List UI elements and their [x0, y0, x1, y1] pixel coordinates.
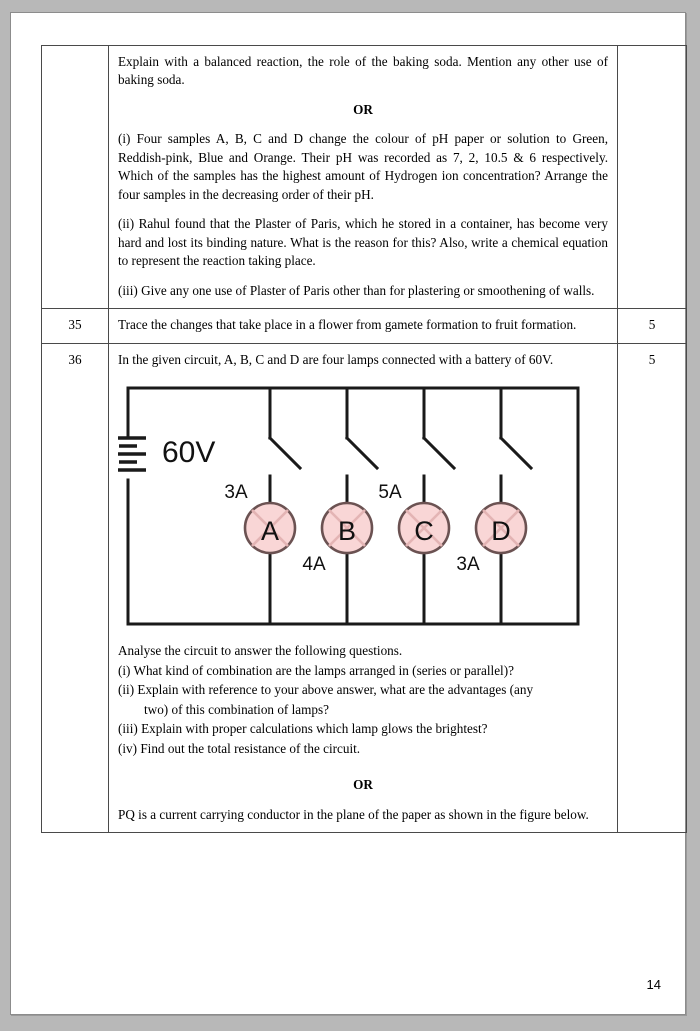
lamp-d-label: D — [491, 516, 511, 547]
paragraph-part-iii: (iii) Give any one use of Plaster of Paris other than for plastering or smoothening of walls. — [118, 282, 595, 298]
battery-voltage-label: 60V — [162, 436, 216, 470]
paragraph-baking-soda: Explain with a balanced reaction, the role of the baking soda. Mention any other use of baking soda. — [118, 54, 608, 88]
switch-a-blade — [270, 438, 300, 468]
question-number-cell — [42, 46, 109, 309]
table-row — [42, 46, 687, 309]
subquestion-iii: (iii) Explain with proper calculations which lamp glows the brightest? — [118, 721, 488, 737]
marks-cell — [618, 46, 687, 309]
lamp-d — [476, 503, 526, 553]
lamp-b — [322, 503, 372, 553]
lamp-b-label: B — [337, 516, 357, 547]
paragraph-part-ii: (ii) Rahul found that the Plaster of Paris, which he stored in a container, has become very hard and lost its binding nature. What is the reason for this? Also, write a chemical equation to represent the reaction taking place. — [118, 216, 608, 269]
table-row — [42, 343, 687, 832]
switch-b-blade — [347, 438, 377, 468]
question-table — [41, 45, 687, 833]
lamp-c-label: C — [414, 516, 434, 547]
question-number-36: 36 — [42, 343, 109, 832]
subquestion-iv: (iv) Find out the total resistance of the circuit. — [118, 740, 361, 756]
analyse-line: Analyse the circuit to answer the following questions. — [118, 643, 403, 659]
question-36-subquestions — [118, 642, 608, 758]
or-divider-2: OR — [353, 777, 373, 793]
lamp-a-label: A — [260, 516, 280, 547]
switch-d-blade — [501, 438, 531, 468]
page-number: 14 — [646, 977, 661, 992]
question-body-35 — [109, 309, 618, 343]
subquestion-ii-cont: two) of this combination of lamps? — [144, 701, 329, 717]
switch-c-blade — [424, 438, 454, 468]
question-number-35: 35 — [42, 309, 109, 343]
paragraph-part-i: (i) Four samples A, B, C and D change the colour of pH paper or solution to Green, Reddish-pink, Blue and Orange. Their pH was recorded as 7, 2, 10.5 & 6 respectively. Which of the samples has the highest amount of Hydrogen ion concentration? Arrange the four samples in the decreasing order of their pH. — [118, 131, 608, 202]
question-36-or-text: PQ is a current carrying conductor in the plane of the paper as shown in the figure below. — [118, 806, 589, 822]
question-35-text: Trace the changes that take place in a flower from gamete formation to fruit formation. — [118, 317, 577, 333]
marks-cell-35: 5 — [618, 309, 687, 343]
subquestion-i: (i) What kind of combination are the lamps arranged in (series or parallel)? — [118, 662, 514, 678]
or-divider-1: OR — [353, 101, 373, 117]
question-body-cell — [109, 46, 618, 309]
lamp-c — [399, 503, 449, 553]
subquestion-ii: (ii) Explain with reference to your above answer, what are the advantages (any — [118, 682, 534, 698]
lamp-d-current-label: 3A — [456, 554, 480, 576]
lamp-c-current-label: 5A — [378, 482, 402, 504]
marks-cell-36: 5 — [618, 343, 687, 832]
lamp-a — [245, 503, 295, 553]
document-page — [10, 12, 686, 1015]
circuit-diagram — [118, 380, 588, 632]
lamp-b-current-label: 4A — [302, 554, 326, 576]
battery-icon — [118, 438, 146, 470]
table-row — [42, 309, 687, 343]
lamp-a-current-label: 3A — [224, 482, 248, 504]
circuit-svg — [118, 380, 588, 632]
question-body-36 — [109, 343, 618, 832]
question-36-intro: In the given circuit, A, B, C and D are four lamps connected with a battery of 60V. — [118, 351, 554, 367]
